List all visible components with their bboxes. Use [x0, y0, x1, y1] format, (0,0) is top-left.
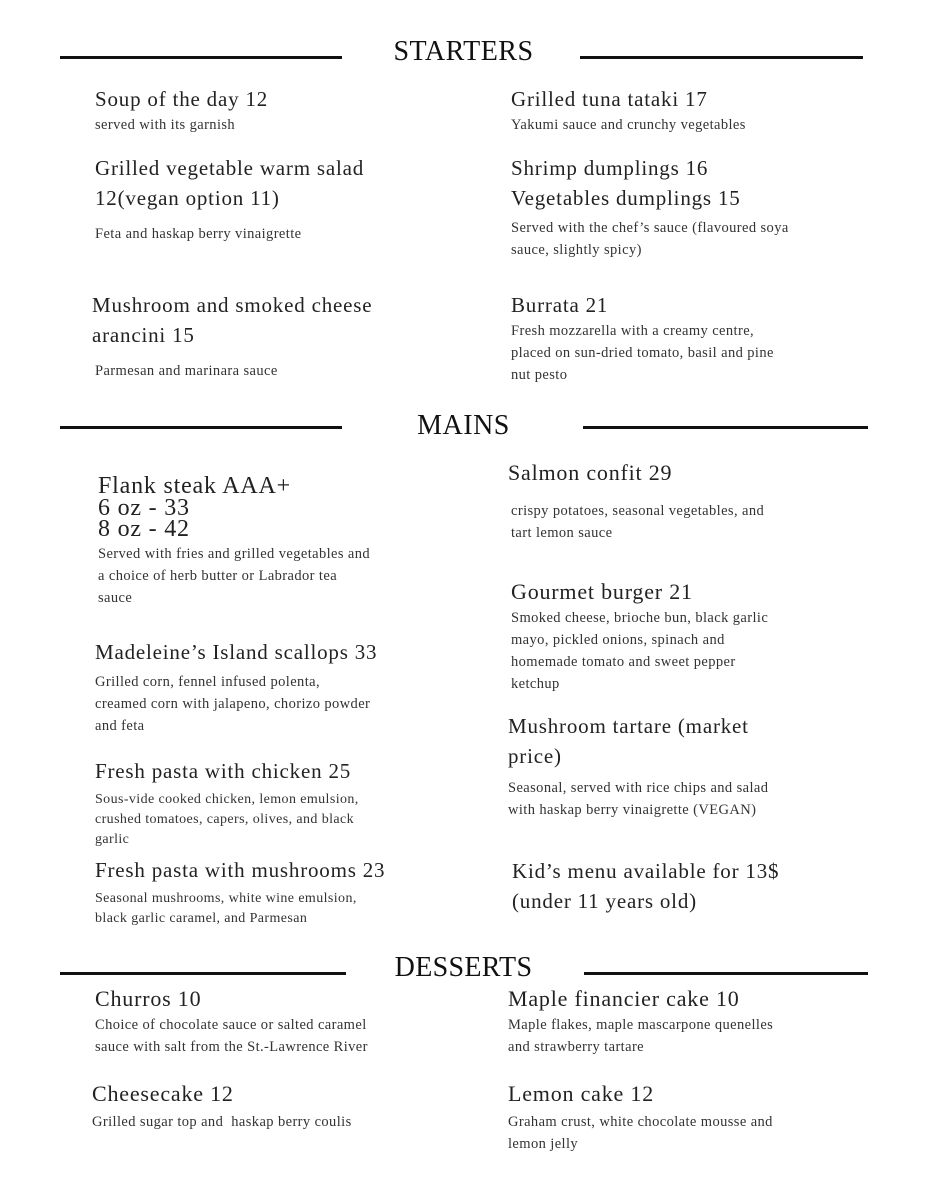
menu-item	[95, 637, 425, 737]
menu-item	[92, 290, 422, 382]
item-description: served with its garnish	[95, 117, 236, 133]
menu-item	[508, 458, 848, 544]
section-heading-desserts: DESSERTS	[394, 952, 533, 983]
menu-item	[95, 756, 425, 850]
item-description: Grilled corn, fennel infused polenta, creamed corn with jalapeno, chorizo powder and feta	[95, 674, 371, 734]
section-heading-starters: STARTERS	[393, 36, 534, 67]
item-description: Maple flakes, maple mascarpone quenelles and strawberry tartare	[508, 1017, 774, 1055]
item-description: Feta and haskap berry vinaigrette	[95, 226, 302, 242]
item-title: Lemon cake 12	[508, 1081, 655, 1106]
item-description: Smoked cheese, brioche bun, black garlic mayo, pickled onions, spinach and homemade tomato and sweet pepper ketchup	[511, 610, 769, 692]
menu-item	[511, 290, 851, 386]
menu-item	[95, 84, 425, 136]
item-title: Mushroom tartare (market price)	[508, 714, 749, 768]
mains-rule-right	[583, 426, 868, 429]
item-description: Fresh mozzarella with a creamy centre, placed on sun-dried tomato, basil and pine nut pesto	[511, 323, 774, 383]
menu-item	[98, 473, 428, 609]
menu-item	[95, 153, 425, 245]
item-title: Grilled tuna tataki 17	[511, 87, 708, 111]
item-description: Choice of chocolate sauce or salted caramel sauce with salt from the St.-Lawrence River	[95, 1017, 368, 1055]
item-title: Grilled vegetable warm salad 12(vegan option 11)	[95, 156, 365, 210]
item-title: Salmon confit 29	[508, 460, 673, 485]
menu-item	[511, 577, 851, 695]
item-title: Burrata 21	[511, 293, 609, 317]
menu-item	[508, 711, 848, 821]
starters-rule-right	[580, 56, 863, 59]
item-description: Seasonal mushrooms, white wine emulsion, black garlic caramel, and Parmesan	[95, 891, 357, 926]
menu-item	[95, 855, 425, 929]
item-description: Graham crust, white chocolate mousse and lemon jelly	[508, 1114, 773, 1152]
item-title: Fresh pasta with chicken 25	[95, 759, 352, 783]
item-title: Fresh pasta with mushrooms 23	[95, 858, 386, 882]
desserts-rule-right	[584, 972, 868, 975]
item-title: Maple financier cake 10	[508, 986, 740, 1011]
menu-item	[511, 153, 851, 261]
menu-item	[508, 1079, 853, 1155]
menu-item	[95, 984, 435, 1058]
item-title: Shrimp dumplings 16 Vegetables dumplings 15	[511, 156, 741, 210]
item-description: Sous-vide cooked chicken, lemon emulsion, crushed tomatoes, capers, olives, and black garlic	[95, 792, 359, 847]
item-description: crispy potatoes, seasonal vegetables, and tart lemon sauce	[511, 503, 765, 541]
item-title: Flank steak AAA+ 6 oz - 33 8 oz - 42	[98, 473, 291, 542]
item-title: Kid’s menu available for 13$ (under 11 years old)	[512, 859, 780, 913]
item-description: Served with the chef’s sauce (flavoured soya sauce, slightly spicy)	[511, 220, 789, 258]
section-heading-mains: MAINS	[417, 410, 510, 441]
item-description: Yakumi sauce and crunchy vegetables	[511, 117, 746, 133]
item-description: Seasonal, served with rice chips and salad with haskap berry vinaigrette (VEGAN)	[508, 780, 769, 818]
item-description: Served with fries and grilled vegetables and a choice of herb butter or Labrador tea sauce	[98, 546, 371, 606]
menu-item	[511, 84, 851, 136]
item-title: Cheesecake 12	[92, 1081, 234, 1106]
item-description: Parmesan and marinara sauce	[95, 363, 278, 379]
item-title: Churros 10	[95, 986, 202, 1011]
item-title: Mushroom and smoked cheese arancini 15	[92, 293, 373, 347]
menu-item	[508, 984, 853, 1058]
item-title: Madeleine’s Island scallops 33	[95, 640, 378, 664]
kids-menu-note	[512, 856, 852, 916]
item-title: Gourmet burger 21	[511, 579, 693, 604]
item-description: Grilled sugar top and haskap berry coulis	[92, 1114, 352, 1130]
menu-item	[92, 1079, 432, 1133]
item-title: Soup of the day 12	[95, 87, 269, 111]
